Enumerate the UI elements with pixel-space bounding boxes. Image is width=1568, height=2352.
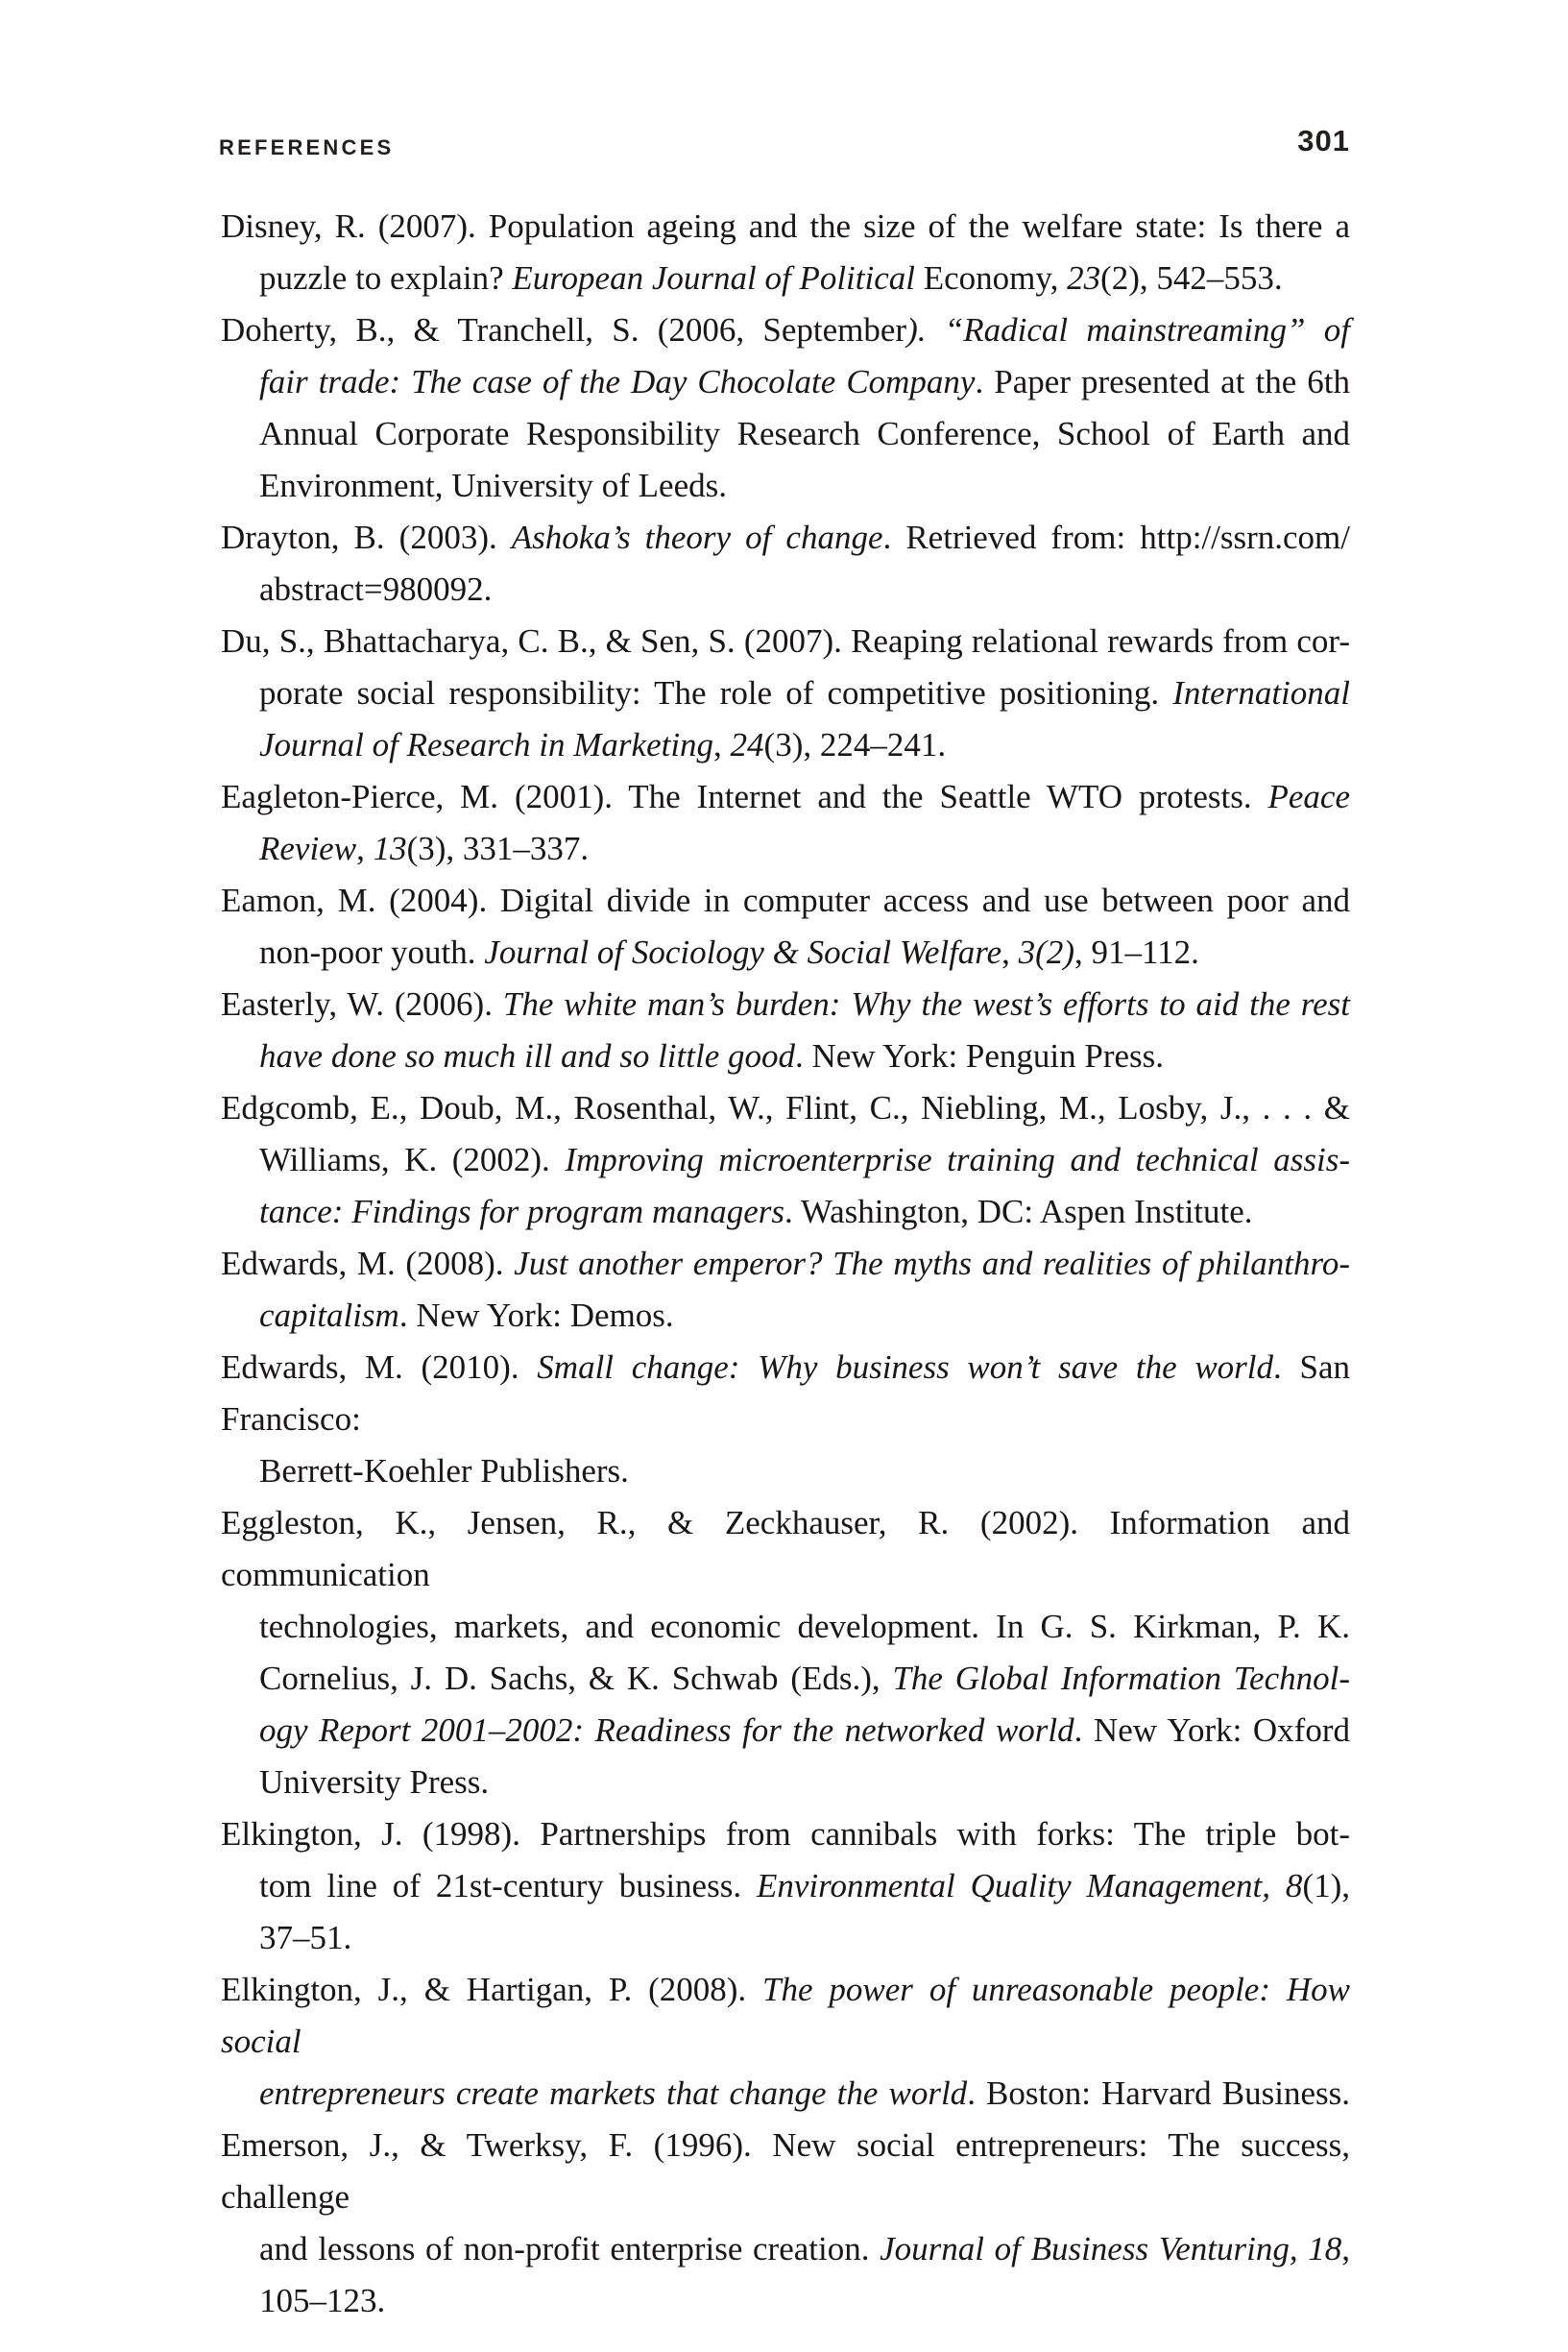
reference-entry xyxy=(221,1964,1350,2120)
reference-entry xyxy=(221,201,1350,304)
reference-line xyxy=(221,408,1350,460)
reference-line xyxy=(221,1342,1350,1445)
text-segment: porate social responsibility: The role of competitive positioning. xyxy=(259,674,1173,712)
reference-line xyxy=(221,1186,1350,1238)
italic-text-segment: Journal of Research in Marketing xyxy=(259,726,714,764)
text-segment: Drayton, B. (2003). xyxy=(221,519,512,556)
italic-text-segment: fair trade: The case of the Day Chocolate Company xyxy=(259,363,976,400)
text-segment: Eagleton-Pierce, M. (2001). The Internet and the Seattle WTO protests. xyxy=(221,778,1268,815)
reference-line xyxy=(221,253,1350,304)
text-segment: Eamon, M. (2004). Digital divide in computer access and use between poor and xyxy=(221,882,1350,919)
reference-entry xyxy=(221,1238,1350,1342)
reference-line xyxy=(221,719,1350,771)
reference-entry xyxy=(221,616,1350,771)
text-segment: . New York: Penguin Press. xyxy=(794,1037,1165,1075)
reference-line xyxy=(221,1601,1350,1653)
reference-line xyxy=(221,823,1350,875)
text-segment: . New York: Demos. xyxy=(398,1297,674,1334)
italic-text-segment: Environmental Quality Management, 8 xyxy=(757,1867,1303,1904)
italic-text-segment: ). “Radical mainstreaming” of xyxy=(906,311,1350,349)
reference-line xyxy=(221,1912,1350,1964)
reference-line xyxy=(221,1134,1350,1186)
reference-line xyxy=(221,2223,1350,2275)
reference-line xyxy=(221,1497,1350,1601)
italic-text-segment: Improving microenterprise training and technical assis- xyxy=(565,1141,1351,1178)
text-segment: abstract=980092. xyxy=(259,570,493,608)
italic-text-segment: The Global Information Technol- xyxy=(892,1660,1350,1697)
italic-text-segment: 24 xyxy=(730,726,764,764)
text-segment: . New York: Oxford xyxy=(1073,1711,1350,1749)
text-segment: Environment, University of Leeds. xyxy=(259,467,727,504)
reference-line xyxy=(221,1705,1350,1757)
reference-entry xyxy=(221,512,1350,616)
text-segment: Easterly, W. (2006). xyxy=(221,985,503,1023)
italic-text-segment: The white man’s burden: Why the west’s efforts to aid the rest xyxy=(502,985,1350,1023)
italic-text-segment: tance: Findings for program managers xyxy=(259,1193,785,1230)
reference-line xyxy=(221,979,1350,1031)
reference-entry xyxy=(221,1082,1350,1238)
text-segment: Williams, K. (2002). xyxy=(259,1141,566,1178)
italic-text-segment: 3(2) xyxy=(1018,934,1074,971)
text-segment: tom line of 21st-century business. xyxy=(259,1867,757,1904)
text-segment: , xyxy=(713,726,731,764)
italic-text-segment: European Journal of Political xyxy=(512,259,915,297)
italic-text-segment: Ashoka’s theory of change xyxy=(511,519,883,556)
reference-line xyxy=(221,1653,1350,1705)
text-segment: University Press. xyxy=(259,1763,490,1801)
text-segment: , xyxy=(356,830,374,867)
text-segment: . Washington, DC: Aspen Institute. xyxy=(784,1193,1253,1230)
text-segment: . San Francisco: xyxy=(221,1348,1350,1438)
text-segment: (3), 224–241. xyxy=(763,726,947,764)
text-segment: . Paper presented at the 6th xyxy=(975,363,1350,400)
reference-entry xyxy=(221,1497,1350,1808)
text-segment: Emerson, J., & Twerksy, F. (1996). New social entrepreneurs: The success, challenge xyxy=(221,2126,1350,2216)
text-segment: , xyxy=(1001,934,1019,971)
text-segment: Edwards, M. (2008). xyxy=(221,1245,515,1282)
text-segment: Berrett-Koehler Publishers. xyxy=(259,1452,629,1490)
reference-line xyxy=(221,1808,1350,1860)
reference-line xyxy=(221,304,1350,356)
italic-text-segment: Journal of Sociology & Social Welfare xyxy=(484,934,1002,971)
reference-line xyxy=(221,1238,1350,1290)
reference-line xyxy=(221,2120,1350,2223)
text-segment: Eggleston, K., Jensen, R., & Zeckhauser, R. (2002). Information and communication xyxy=(221,1504,1350,1593)
text-segment: , 91–112. xyxy=(1073,934,1199,971)
references-list xyxy=(221,201,1350,2327)
italic-text-segment: Small change: Why business won’t save the world xyxy=(537,1348,1274,1386)
reference-line xyxy=(221,1757,1350,1808)
text-segment: Du, S., Bhattacharya, C. B., & Sen, S. (2007). Reaping relational rewards from cor- xyxy=(221,622,1350,660)
text-segment: , xyxy=(1341,2230,1350,2267)
reference-line xyxy=(221,927,1350,979)
text-segment: and lessons of non-profit enterprise creation. xyxy=(259,2230,880,2267)
reference-line xyxy=(221,2275,1350,2327)
reference-line xyxy=(221,616,1350,667)
reference-line xyxy=(221,1290,1350,1342)
italic-text-segment: International xyxy=(1172,674,1350,712)
text-segment: Edwards, M. (2010). xyxy=(221,1348,538,1386)
reference-line xyxy=(221,2068,1350,2120)
reference-line xyxy=(221,564,1350,616)
reference-entry xyxy=(221,979,1350,1082)
italic-text-segment: Review xyxy=(259,830,357,867)
reference-line xyxy=(221,771,1350,823)
text-segment: 105–123. xyxy=(259,2282,386,2319)
reference-line xyxy=(221,460,1350,512)
text-segment: (1), xyxy=(1302,1867,1350,1904)
text-segment: 37–51. xyxy=(259,1919,352,1956)
italic-text-segment: capitalism xyxy=(259,1297,399,1334)
reference-entry xyxy=(221,304,1350,512)
reference-entry xyxy=(221,771,1350,875)
reference-line xyxy=(221,1964,1350,2068)
reference-entry xyxy=(221,875,1350,979)
text-segment: Elkington, J. (1998). Partnerships from cannibals with forks: The triple bot- xyxy=(221,1815,1350,1853)
text-segment: puzzle to explain? xyxy=(259,259,513,297)
reference-line xyxy=(221,1082,1350,1134)
reference-line xyxy=(221,201,1350,253)
text-segment: (3), 331–337. xyxy=(406,830,590,867)
reference-entry xyxy=(221,1342,1350,1497)
text-segment: Cornelius, J. D. Sachs, & K. Schwab (Eds.), xyxy=(259,1660,893,1697)
italic-text-segment: 13 xyxy=(373,830,407,867)
text-segment: (2), 542–553. xyxy=(1100,259,1283,297)
reference-line xyxy=(221,875,1350,927)
reference-entry xyxy=(221,2120,1350,2327)
text-segment: Annual Corporate Responsibility Research Conference, School of Earth and xyxy=(259,415,1350,452)
reference-line xyxy=(221,1445,1350,1497)
text-segment: . Retrieved from: http://ssrn.com/ xyxy=(882,519,1350,556)
italic-text-segment: Journal of Business Venturing, 18 xyxy=(880,2230,1342,2267)
italic-text-segment: 23 xyxy=(1067,259,1101,297)
page-number: 301 xyxy=(1297,124,1350,158)
text-segment: non-poor youth. xyxy=(259,934,485,971)
text-segment: Disney, R. (2007). Population ageing and the size of the welfare state: Is there a xyxy=(221,207,1350,245)
reference-entry xyxy=(221,1808,1350,1964)
text-segment: technologies, markets, and economic development. In G. S. Kirkman, P. K. xyxy=(259,1608,1350,1645)
italic-text-segment: The power of unreasonable people: How social xyxy=(221,1971,1350,2060)
italic-text-segment: entrepreneurs create markets that change the world xyxy=(259,2074,968,2112)
reference-line xyxy=(221,512,1350,564)
reference-line xyxy=(221,1860,1350,1912)
reference-line xyxy=(221,356,1350,408)
italic-text-segment: Peace xyxy=(1267,778,1350,815)
reference-line xyxy=(221,667,1350,719)
text-segment: Doherty, B., & Tranchell, S. (2006, September xyxy=(221,311,907,349)
text-segment: Economy, xyxy=(914,259,1068,297)
running-header: REFERENCES xyxy=(219,135,395,159)
text-segment: . Boston: Harvard Business. xyxy=(967,2074,1350,2112)
italic-text-segment: Just another emperor? The myths and realities of philanthro- xyxy=(514,1245,1350,1282)
text-segment: Elkington, J., & Hartigan, P. (2008). xyxy=(221,1971,763,2008)
italic-text-segment: ogy Report 2001–2002: Readiness for the networked world xyxy=(259,1711,1074,1749)
text-segment: Edgcomb, E., Doub, M., Rosenthal, W., Flint, C., Niebling, M., Losby, J., . . . & xyxy=(221,1089,1350,1127)
italic-text-segment: have done so much ill and so little good xyxy=(259,1037,795,1075)
reference-line xyxy=(221,1031,1350,1082)
